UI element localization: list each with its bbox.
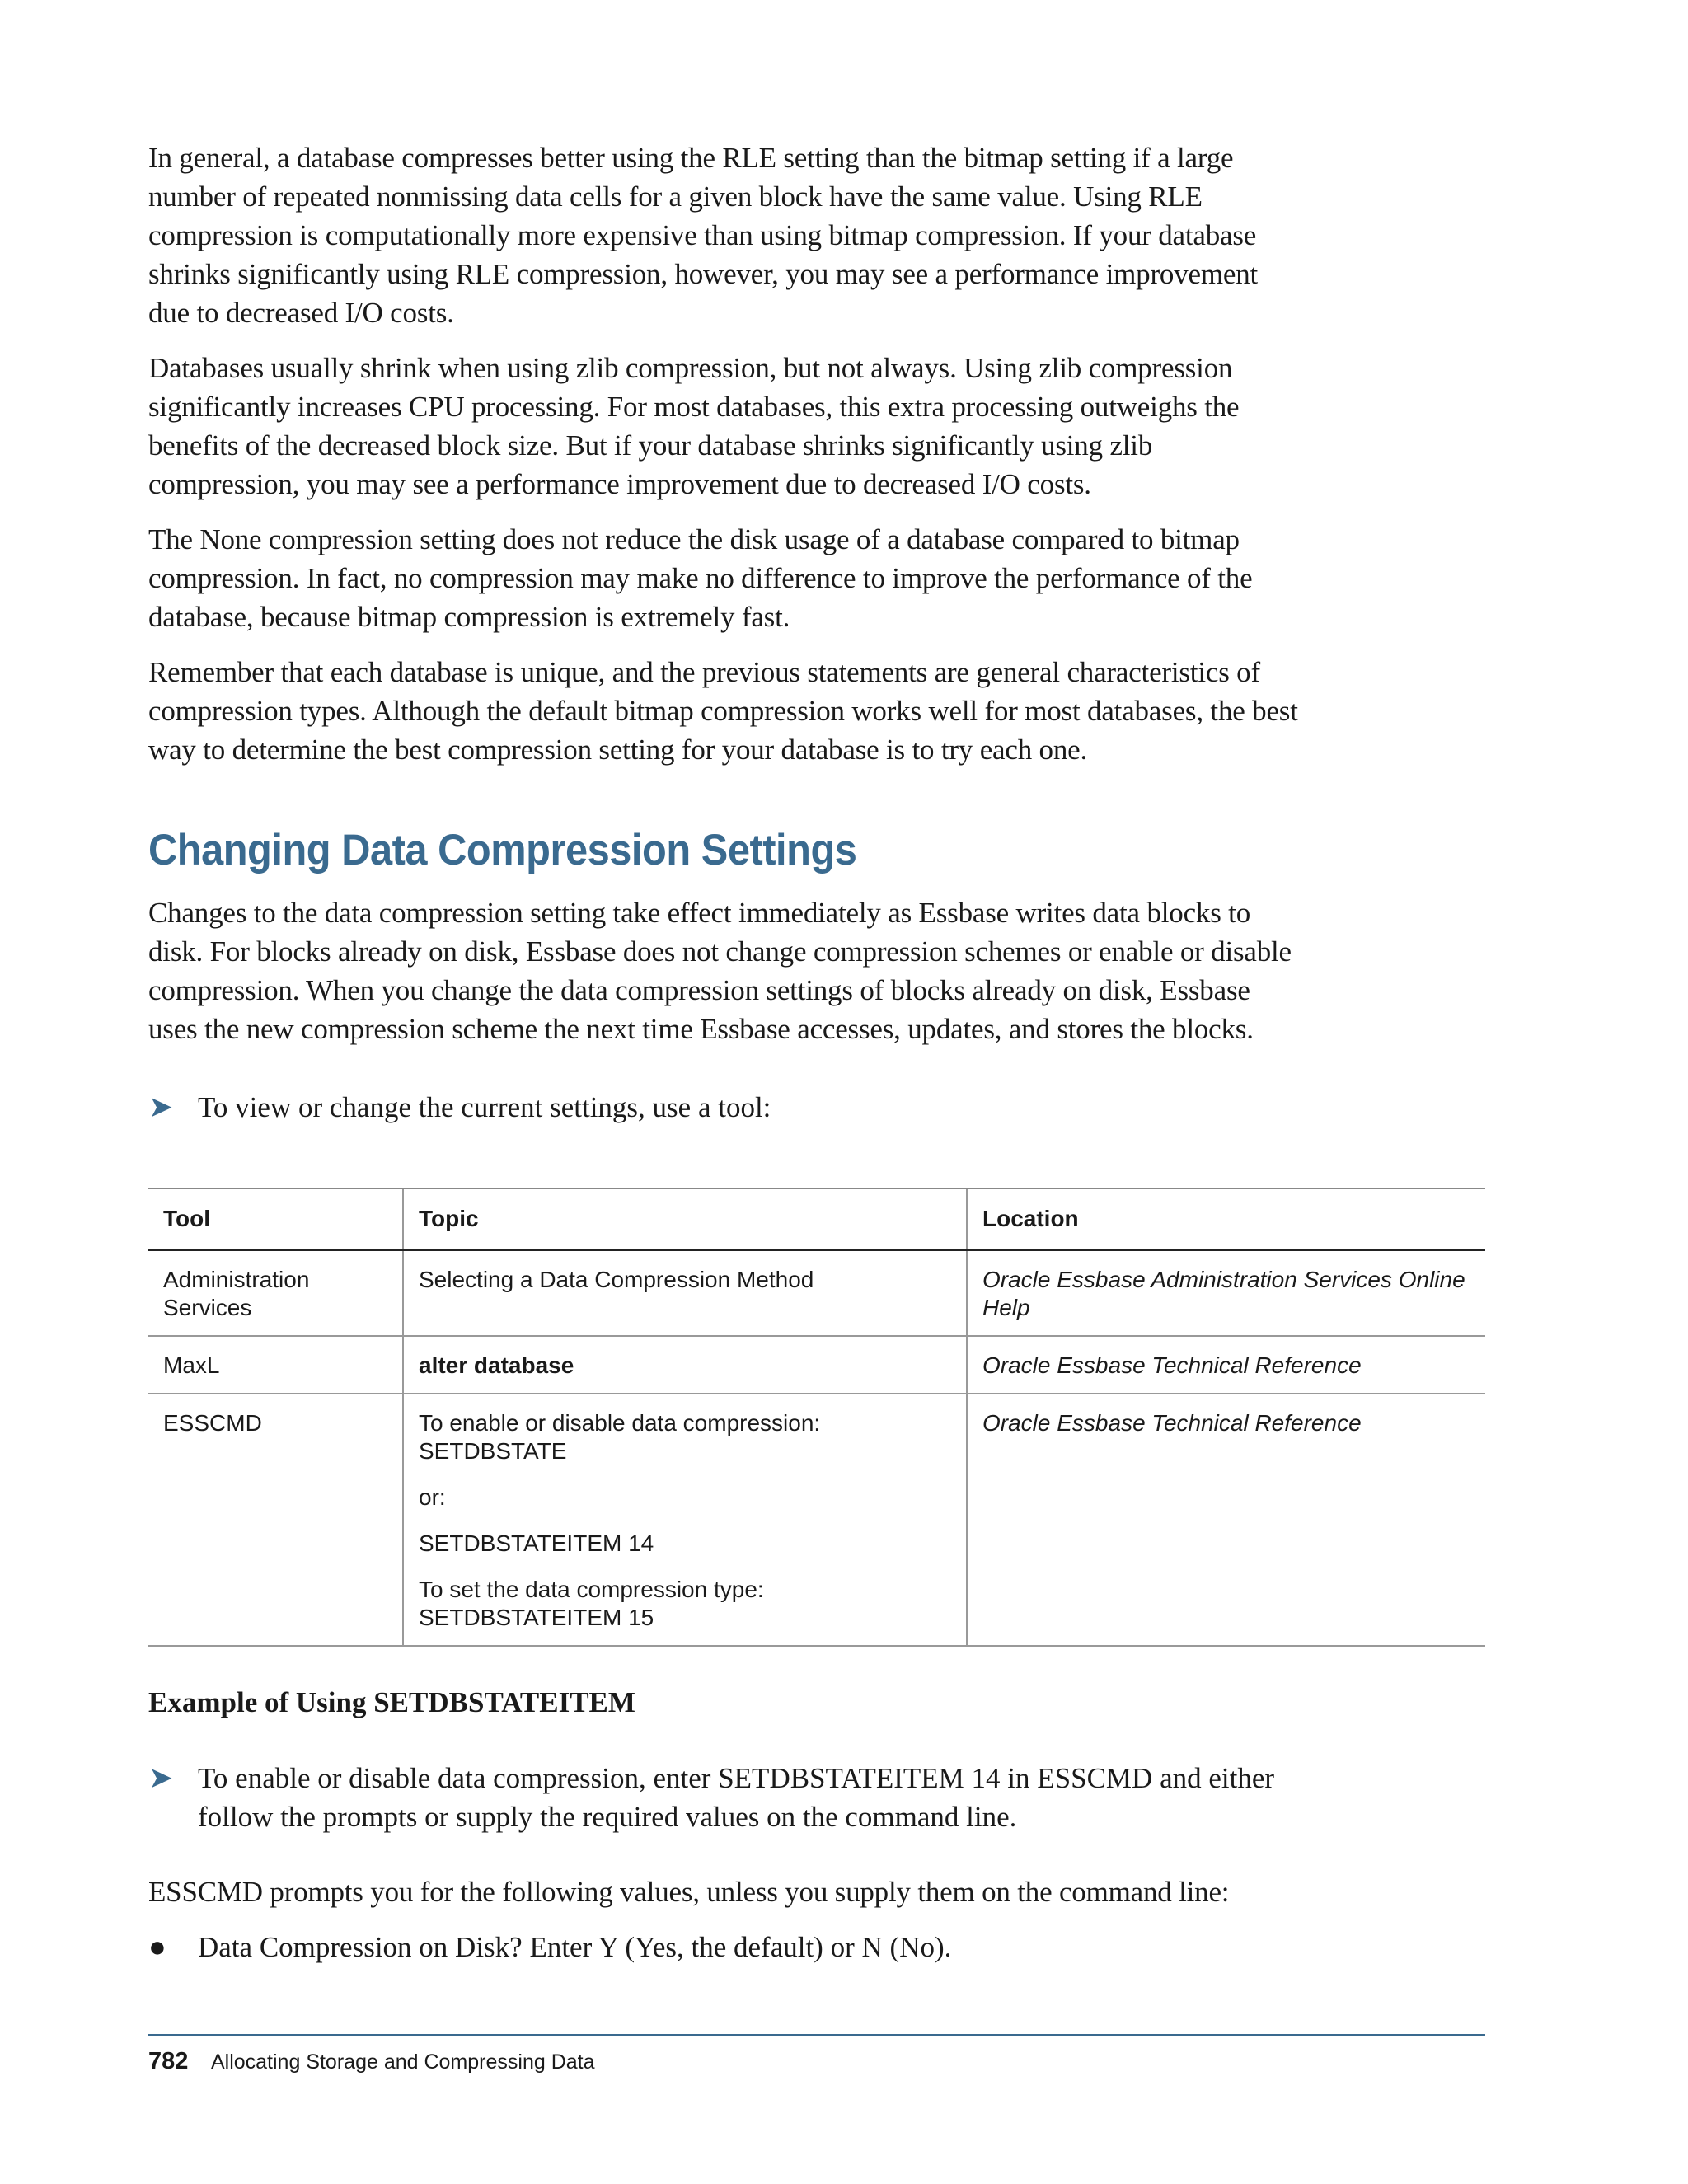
arrow-right-icon: ➤ xyxy=(148,1090,174,1123)
section-paragraph: Changes to the data compression setting take effect immediately as Essbase writes data blocks to disk. For blocks already on disk, Essbase does not change compression schemes or enable or disable compression. When you change the data compression settings of blocks already on disk, Essbase uses the new compression scheme the next time Essbase accesses, updates, and stores the blocks. xyxy=(148,897,1292,1045)
table-row xyxy=(148,1336,1485,1394)
table-header-row xyxy=(148,1188,1485,1250)
table-row xyxy=(148,1250,1485,1337)
topic-line: SETDBSTATEITEM 14 xyxy=(419,1530,654,1556)
page-footer xyxy=(148,2034,1485,2075)
procedure-text: To enable or disable data compression, enter SETDBSTATEITEM 14 in ESSCMD and either follow the prompts or supply the required values on the command line. xyxy=(198,1762,1275,1833)
header-tool: Tool xyxy=(148,1188,403,1250)
page-body xyxy=(148,138,1484,1966)
procedure-text: To view or change the current settings, use a tool: xyxy=(198,1091,771,1123)
bullet-dot-icon: ● xyxy=(148,1930,166,1963)
topic-line: or: xyxy=(419,1484,446,1510)
arrow-right-icon: ➤ xyxy=(148,1761,174,1794)
topic-line: To set the data compression type: SETDBSTATEITEM 15 xyxy=(419,1577,764,1630)
cell-location: Oracle Essbase Technical Reference xyxy=(967,1394,1485,1646)
cell-location: Oracle Essbase Administration Services Online Help xyxy=(967,1250,1485,1337)
example-heading: Example of Using SETDBSTATEITEM xyxy=(148,1686,635,1718)
tools-table xyxy=(148,1188,1485,1647)
cell-tool: MaxL xyxy=(148,1336,403,1394)
intro-paragraph-2: Databases usually shrink when using zlib compression, but not always. Using zlib compression significantly increases CPU processing. For most databases, this extra processing outweighs the benefits of the decreased block size. But if your database shrinks significantly using zlib compression, you may see a performance improvement due to decreased I/O costs. xyxy=(148,352,1240,500)
procedure-step-enable-compression xyxy=(148,1759,1302,1836)
cell-location: Oracle Essbase Technical Reference xyxy=(967,1336,1485,1394)
intro-paragraph-3: The None compression setting does not reduce the disk usage of a database compared to bitmap compression. In fact, no compression may make no difference to improve the performance of the database, because bitmap compression is extremely fast. xyxy=(148,523,1253,633)
cell-tool: Administration Services xyxy=(148,1250,403,1337)
intro-paragraph-1: In general, a database compresses better using the RLE setting than the bitmap setting if a large number of repeated nonmissing data cells for a given block have the same value. Using RLE compression is computationally more expensive than using bitmap compression. If your database shrinks significantly using RLE compression, however, you may see a performance improvement due to decreased I/O costs. xyxy=(148,142,1259,329)
topic-line: alter database xyxy=(419,1352,574,1378)
bullet-item xyxy=(148,1928,1302,1966)
topic-line: To enable or disable data compression: SETDBSTATE xyxy=(419,1410,821,1464)
section-title: Changing Data Compression Settings xyxy=(148,826,857,874)
page-number: 782 xyxy=(148,2048,189,2074)
bullet-text: Data Compression on Disk? Enter Y (Yes, the default) or N (No). xyxy=(198,1931,952,1963)
procedure-step-view-settings xyxy=(148,1088,1302,1127)
chapter-title: Allocating Storage and Compressing Data xyxy=(210,2050,595,2074)
cell-topic xyxy=(403,1250,967,1337)
topic-line: Selecting a Data Compression Method xyxy=(419,1267,814,1292)
prompt-paragraph: ESSCMD prompts you for the following values, unless you supply them on the command line: xyxy=(148,1876,1230,1908)
cell-tool: ESSCMD xyxy=(148,1394,403,1646)
cell-topic xyxy=(403,1336,967,1394)
cell-topic xyxy=(403,1394,967,1646)
intro-paragraph-4: Remember that each database is unique, and the previous statements are general characteristics of compression types. Although the default bitmap compression works well for most databases, the best way to determine the best compression setting for your database is to try each one. xyxy=(148,656,1298,766)
table-row xyxy=(148,1394,1485,1646)
header-topic: Topic xyxy=(403,1188,967,1250)
header-location: Location xyxy=(967,1188,1485,1250)
